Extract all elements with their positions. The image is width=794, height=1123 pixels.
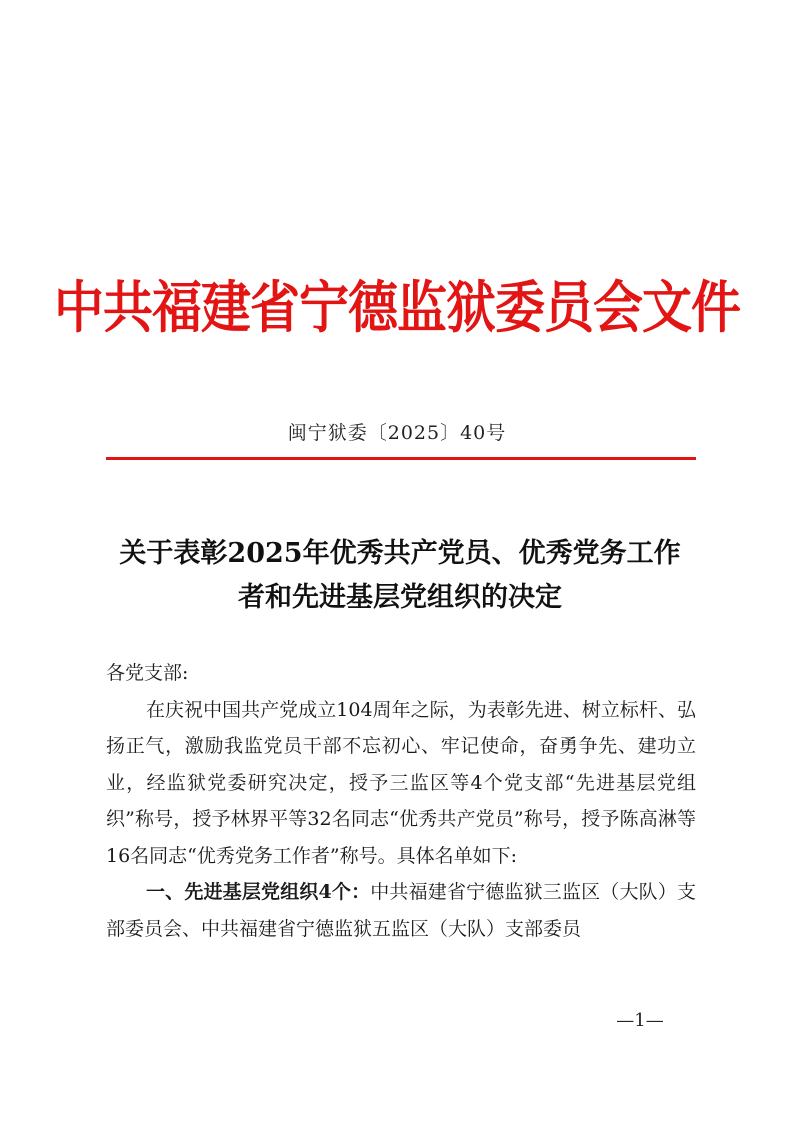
title-line-1: 关于表彰2025年优秀共产党员、优秀党务工作 bbox=[119, 538, 681, 569]
section-1-text: 中共福建省宁德监狱三监区（大队）支部委员会、中共福建省宁德监狱五监区（大队）支部委员 bbox=[106, 881, 696, 940]
document-number: 闽宁狱委〔2025〕40号 bbox=[287, 422, 507, 444]
red-divider bbox=[106, 457, 696, 460]
document-header-title: 中共福建省宁德监狱委员会文件 bbox=[54, 275, 740, 341]
body-paragraph-1: 在庆祝中国共产党成立104周年之际，为表彰先进、树立标杆、弘扬正气，激励我监党员干部不忘初心、牢记使命，奋勇争先、建功立业，经监狱党委研究决定，授予三监区等4个党支部“先进基层党组织”称号，授予林界平等32名同志“优秀共产党员”称号，授予陈高淋等16名同志“优秀党务工作者”称号。具体名单如下: bbox=[106, 698, 696, 867]
page-number: —1— bbox=[616, 1010, 664, 1031]
document-body bbox=[106, 655, 696, 947]
document-title bbox=[100, 532, 700, 620]
section-1-paragraph bbox=[106, 874, 696, 947]
section-1-heading: 一、先进基层党组织4个： bbox=[146, 881, 371, 903]
title-line-2: 者和先进基层党组织的决定 bbox=[238, 582, 562, 613]
salutation: 各党支部: bbox=[106, 662, 189, 684]
